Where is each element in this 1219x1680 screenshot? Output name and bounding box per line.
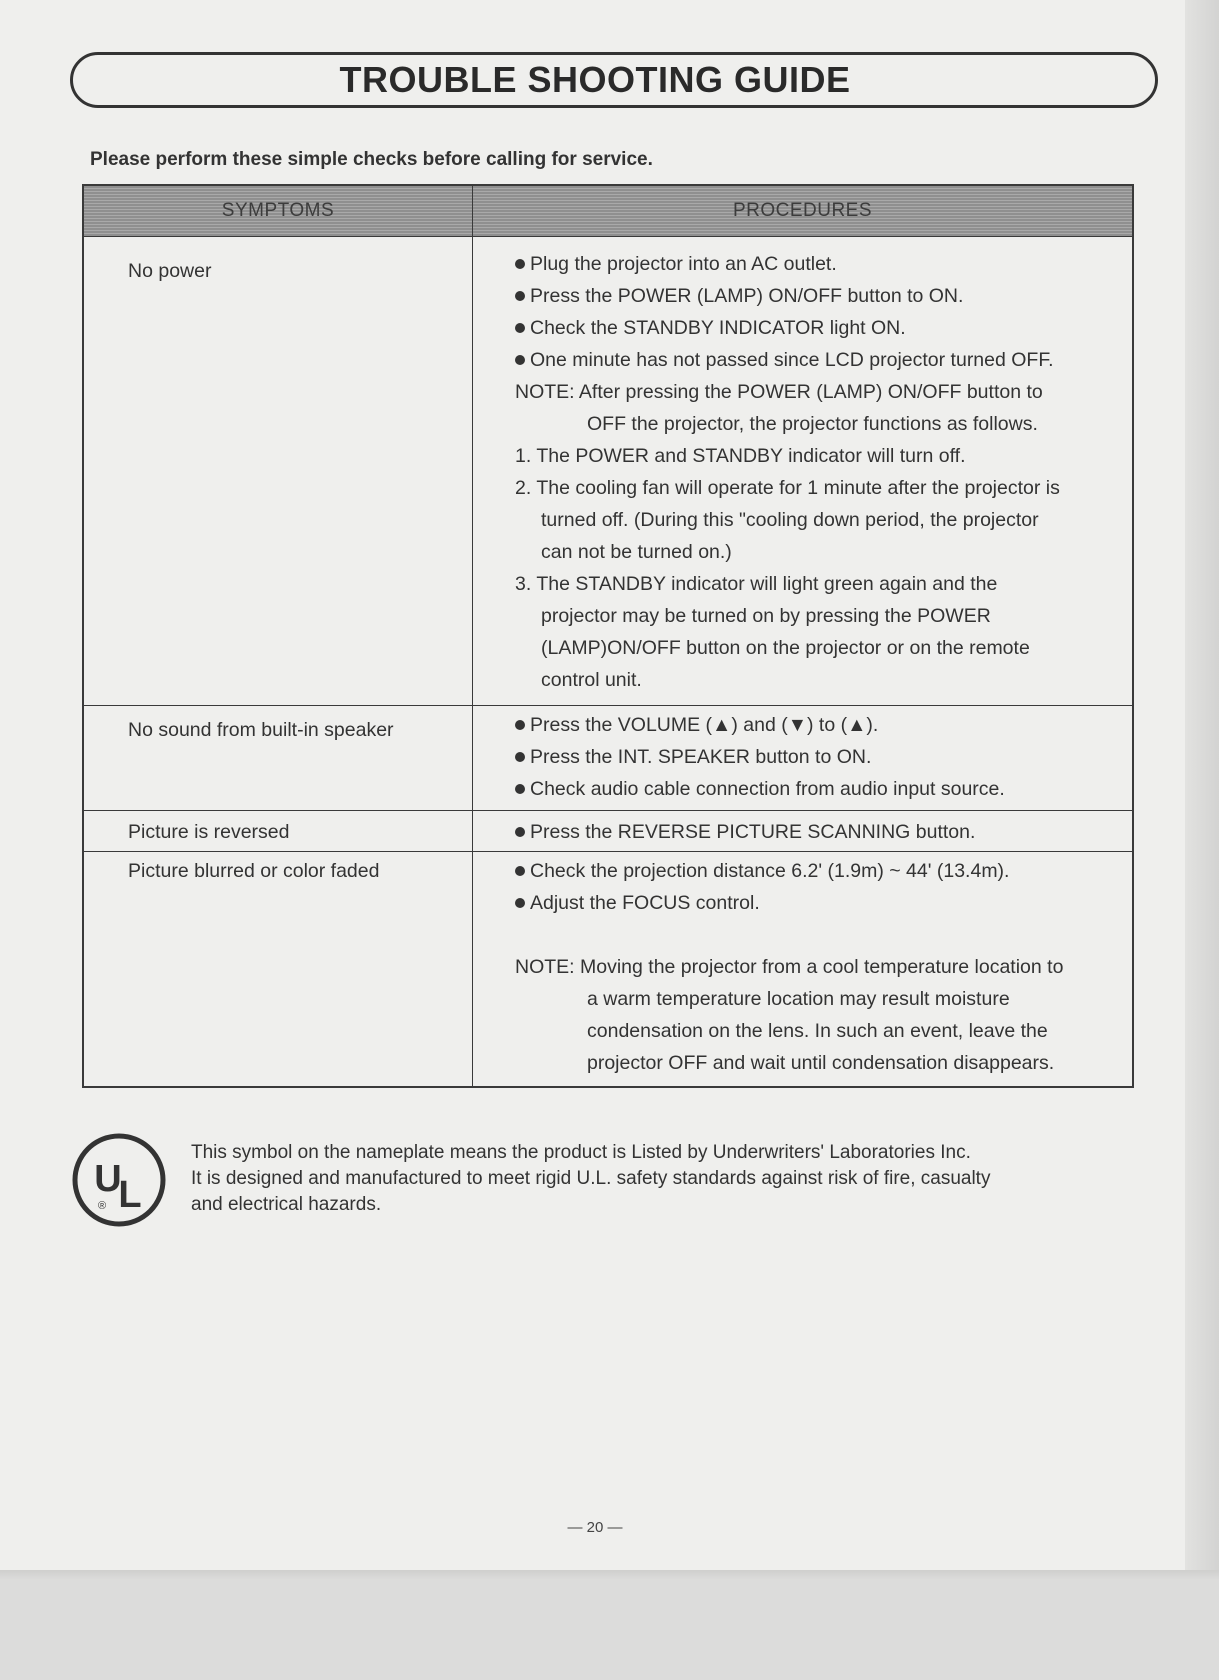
note-line: condensation on the lens. In such an event, leave the [587, 1020, 1048, 1042]
svg-text:L: L [118, 1174, 142, 1216]
symptom-text: Picture is reversed [128, 821, 290, 843]
procedure-line: Press the POWER (LAMP) ON/OFF button to ON. [515, 280, 1131, 312]
table-row [83, 811, 1133, 852]
ul-line: This symbol on the nameplate means the product is Listed by Underwriters' Laboratories Inc. [191, 1142, 971, 1163]
bullet-icon [515, 323, 525, 333]
page-edge-shadow [1185, 0, 1219, 1580]
numbered-line: can not be turned on.) [541, 541, 732, 563]
procedure-cell [473, 237, 1134, 706]
symptom-cell [83, 706, 473, 811]
table-header-row [83, 185, 1133, 237]
procedure-line: Check audio cable connection from audio input source. [515, 773, 1131, 805]
table-row [83, 852, 1133, 1088]
bullet-icon [515, 355, 525, 365]
procedure-line: Press the REVERSE PICTURE SCANNING button. [515, 816, 1131, 848]
numbered-line: 1. The POWER and STANDBY indicator will turn off. [515, 445, 966, 467]
symptom-cell [83, 237, 473, 706]
troubleshooting-table [82, 184, 1134, 1088]
svg-text:U: U [94, 1158, 122, 1200]
page-number: — 20 — [567, 1519, 623, 1536]
table-row [83, 706, 1133, 811]
symptom-cell [83, 811, 473, 852]
procedure-line: Check the projection distance 6.2' (1.9m) ~ 44' (13.4m). [515, 855, 1131, 887]
procedure-cell [473, 706, 1134, 811]
bullet-icon [515, 898, 525, 908]
procedure-line: Press the VOLUME (▲) and (▼) to (▲). [515, 709, 1131, 741]
procedure-line: Check the STANDBY INDICATOR light ON. [515, 312, 1131, 344]
ul-logo-icon [72, 1133, 166, 1227]
bullet-icon [515, 291, 525, 301]
symptom-text: No sound from built-in speaker [128, 719, 394, 741]
numbered-line: (LAMP)ON/OFF button on the projector or on the remote [541, 637, 1030, 659]
note-line: OFF the projector, the projector functions as follows. [587, 413, 1038, 435]
ul-line: It is designed and manufactured to meet rigid U.L. safety standards against risk of fire, casualty [191, 1168, 991, 1189]
bullet-icon [515, 720, 525, 730]
bullet-icon [515, 752, 525, 762]
bullet-icon [515, 866, 525, 876]
symptom-cell [83, 852, 473, 1088]
title-banner [70, 52, 1158, 108]
bullet-icon [515, 784, 525, 794]
note-line: NOTE: Moving the projector from a cool temperature location to [515, 956, 1064, 978]
svg-text:®: ® [97, 1200, 107, 1212]
ul-description [191, 1140, 990, 1218]
symptom-text: Picture blurred or color faded [128, 860, 380, 882]
numbered-line: 3. The STANDBY indicator will light green again and the [515, 573, 998, 595]
procedure-line: Adjust the FOCUS control. [515, 887, 1131, 919]
page-bottom-edge [0, 1570, 1219, 1580]
numbered-line: projector may be turned on by pressing the POWER [541, 605, 991, 627]
numbered-line: control unit. [541, 669, 642, 691]
table-row [83, 237, 1133, 706]
numbered-line: 2. The cooling fan will operate for 1 minute after the projector is [515, 477, 1060, 499]
note-line: a warm temperature location may result moisture [587, 988, 1010, 1010]
ul-line: and electrical hazards. [191, 1194, 382, 1215]
procedure-cell [473, 811, 1134, 852]
procedure-line: One minute has not passed since LCD projector turned OFF. [515, 344, 1131, 376]
symptom-text: No power [128, 260, 212, 282]
numbered-line: turned off. (During this "cooling down period, the projector [541, 509, 1039, 531]
page-title: TROUBLE SHOOTING GUIDE [339, 59, 851, 100]
note-line: projector OFF and wait until condensation disappears. [587, 1052, 1055, 1074]
procedures-header: PROCEDURES [473, 185, 1134, 237]
procedure-line: Plug the projector into an AC outlet. [515, 248, 1131, 280]
note-line: NOTE: After pressing the POWER (LAMP) ON/OFF button to [515, 381, 1043, 403]
symptoms-header: SYMPTOMS [83, 185, 473, 237]
bullet-icon [515, 827, 525, 837]
procedure-line: Press the INT. SPEAKER button to ON. [515, 741, 1131, 773]
bullet-icon [515, 259, 525, 269]
procedure-cell [473, 852, 1134, 1088]
intro-text: Please perform these simple checks before calling for service. [90, 149, 653, 170]
